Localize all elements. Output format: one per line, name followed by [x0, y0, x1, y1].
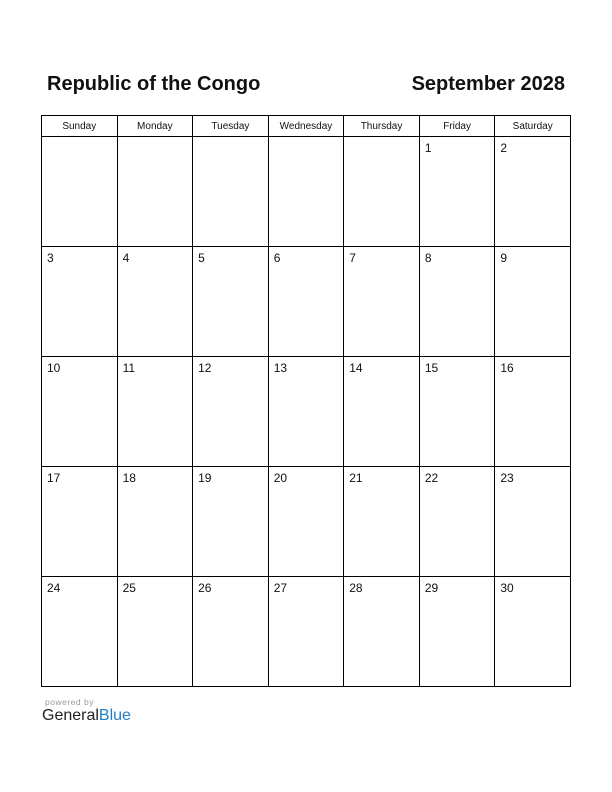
country-title: Republic of the Congo: [47, 73, 261, 95]
day-cell: [268, 467, 344, 577]
day-cell: [419, 467, 495, 577]
weekday-wednesday: Wednesday: [268, 116, 344, 137]
calendar-grid: [41, 115, 571, 687]
day-number: 22: [424, 471, 439, 485]
day-number: [118, 137, 193, 141]
day-number: 14: [349, 361, 363, 375]
day-number: 7: [349, 251, 356, 265]
day-cell: [42, 577, 118, 687]
day-number: 27: [273, 581, 288, 595]
day-cell: [42, 467, 118, 577]
day-cell: [344, 247, 420, 357]
day-cell: [117, 577, 193, 687]
weekday-tuesday: Tuesday: [193, 116, 269, 137]
day-cell: [117, 137, 193, 247]
day-number: 4: [122, 251, 130, 265]
month-year-title: September 2028: [411, 73, 565, 95]
day-cell: [419, 357, 495, 467]
day-cell: [495, 577, 571, 687]
day-number: 12: [198, 361, 212, 375]
day-cell: [419, 137, 495, 247]
day-number: 8: [424, 251, 432, 265]
day-number: [42, 137, 117, 141]
day-number: 3: [47, 251, 54, 265]
day-cell: [419, 577, 495, 687]
day-cell: [193, 247, 269, 357]
day-cell: [268, 357, 344, 467]
day-cell: [268, 137, 344, 247]
brand-name-part1: General: [42, 707, 99, 724]
week-row: [42, 357, 571, 467]
day-number: 9: [500, 251, 508, 265]
day-number: 15: [424, 361, 439, 375]
day-number: 25: [122, 581, 136, 595]
day-number: 10: [47, 361, 61, 375]
day-cell: [117, 247, 193, 357]
day-cell: [193, 467, 269, 577]
day-number: 18: [122, 471, 136, 485]
day-number: 20: [273, 471, 288, 485]
weekday-header-row: [42, 116, 571, 137]
day-number: [193, 137, 268, 141]
week-row: [42, 577, 571, 687]
day-number: 11: [122, 361, 136, 375]
day-number: [344, 137, 419, 141]
day-cell: [117, 357, 193, 467]
day-cell: [268, 247, 344, 357]
day-number: 17: [47, 471, 61, 485]
day-cell: [42, 137, 118, 247]
day-number: 6: [273, 251, 281, 265]
day-number: 26: [198, 581, 212, 595]
day-number: 16: [500, 361, 514, 375]
week-row: [42, 137, 571, 247]
day-cell: [193, 577, 269, 687]
day-number: 2: [500, 141, 508, 155]
weekday-saturday: Saturday: [495, 116, 571, 137]
day-cell: [495, 247, 571, 357]
brand-logo[interactable]: [42, 707, 131, 725]
day-cell: [268, 577, 344, 687]
weekday-thursday: Thursday: [344, 116, 420, 137]
day-cell: [495, 137, 571, 247]
day-number: 29: [424, 581, 439, 595]
day-cell: [42, 357, 118, 467]
day-cell: [193, 357, 269, 467]
day-cell: [344, 467, 420, 577]
day-cell: [495, 467, 571, 577]
weekday-sunday: Sunday: [42, 116, 118, 137]
day-number: 13: [273, 361, 288, 375]
week-row: [42, 247, 571, 357]
day-number: 1: [424, 141, 432, 155]
brand-name-part2: Blue: [98, 707, 131, 724]
day-cell: [344, 577, 420, 687]
week-row: [42, 467, 571, 577]
powered-by-label: powered by: [45, 697, 94, 707]
day-number: 19: [198, 471, 212, 485]
day-number: 24: [47, 581, 61, 595]
day-cell: [42, 247, 118, 357]
day-number: 5: [198, 251, 205, 265]
day-cell: [495, 357, 571, 467]
day-number: [269, 137, 344, 141]
day-cell: [344, 357, 420, 467]
weekday-friday: Friday: [419, 116, 495, 137]
day-cell: [344, 137, 420, 247]
day-cell: [419, 247, 495, 357]
day-cell: [193, 137, 269, 247]
day-number: 23: [500, 471, 514, 485]
day-number: 28: [349, 581, 363, 595]
day-number: 30: [500, 581, 514, 595]
day-number: 21: [349, 471, 363, 485]
day-cell: [117, 467, 193, 577]
weekday-monday: Monday: [117, 116, 193, 137]
